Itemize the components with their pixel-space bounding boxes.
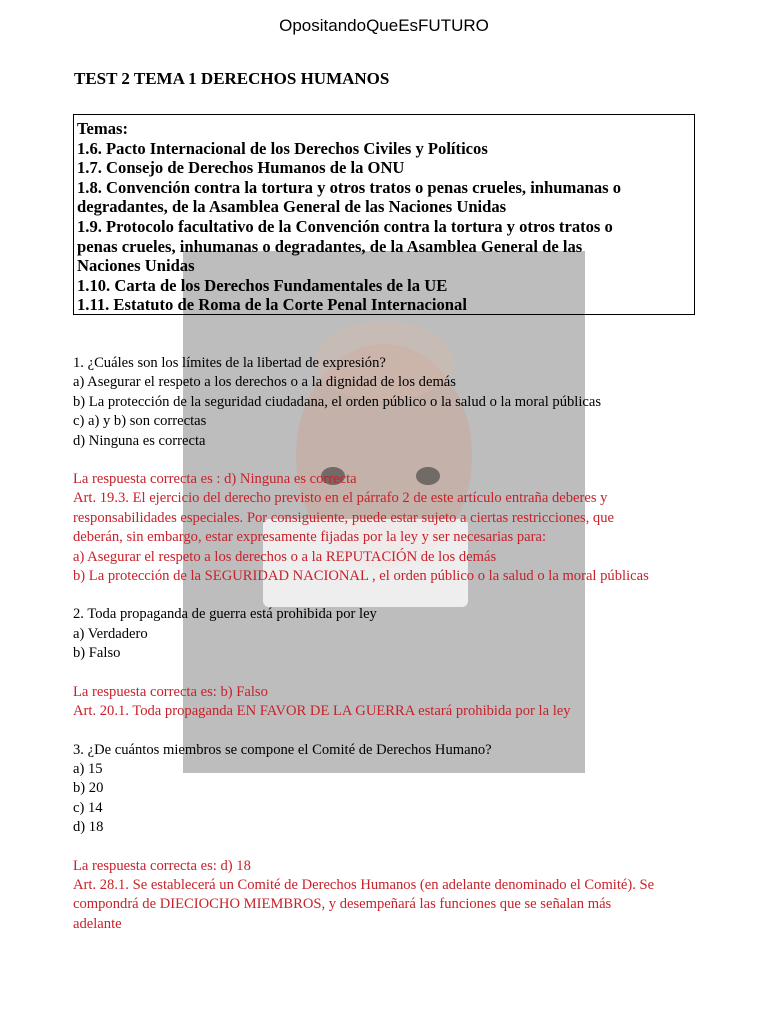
answer-option: b) 20 xyxy=(73,780,104,797)
answer-option: d) 18 xyxy=(73,819,104,836)
answer-line: La respuesta correcta es: d) 18 xyxy=(73,857,251,874)
answer-line: responsabilidades especiales. Por consiguiente, puede estar sujeto a ciertas restricciones, que xyxy=(73,509,614,526)
topic-item: 1.10. Carta de los Derechos Fundamentales de la UE xyxy=(77,275,448,295)
topic-item: Naciones Unidas xyxy=(77,256,195,276)
answer-option: c) 14 xyxy=(73,799,103,816)
answer-line: b) La protección de la SEGURIDAD NACIONAL , el orden público o la salud o la moral públicas xyxy=(73,568,649,585)
answer-line: adelante xyxy=(73,915,122,932)
answer-line: Art. 19.3. El ejercicio del derecho previsto en el párrafo 2 de este artículo entraña deberes y xyxy=(73,490,608,507)
correct-answer-explanation xyxy=(73,683,697,722)
topic-item: 1.6. Pacto Internacional de los Derechos Civiles y Políticos xyxy=(77,138,488,158)
answer-option: a) Verdadero xyxy=(73,625,148,642)
answer-line: a) Asegurar el respeto a los derechos o a la REPUTACIÓN de los demás xyxy=(73,548,497,565)
answer-line: compondrá de DIECIOCHO MIEMBROS, y desempeñará las funciones que se señalan más xyxy=(73,896,612,913)
question-text: 2. Toda propaganda de guerra está prohibida por ley xyxy=(73,606,377,623)
questions-list xyxy=(73,354,697,953)
question-block xyxy=(73,741,697,935)
answer-option: d) Ninguna es correcta xyxy=(73,432,206,449)
topic-item: 1.7. Consejo de Derechos Humanos de la ONU xyxy=(77,158,405,178)
answer-option: b) Falso xyxy=(73,645,121,662)
answer-option: a) 15 xyxy=(73,760,103,777)
correct-answer-explanation xyxy=(73,470,697,586)
topics-box xyxy=(73,114,695,315)
answer-line: Art. 28.1. Se establecerá un Comité de Derechos Humanos (en adelante denominado el Comité). Se xyxy=(73,876,655,893)
answer-line: deberán, sin embargo, estar expresamente fijadas por la ley y ser necesarias para: xyxy=(73,529,547,546)
site-header: OpositandoQueEsFUTURO xyxy=(279,16,489,35)
answer-line: La respuesta correcta es : d) Ninguna es correcta xyxy=(73,471,357,488)
answer-option: c) a) y b) son correctas xyxy=(73,413,207,430)
topics-label: Temas: xyxy=(77,119,129,138)
question-text: 3. ¿De cuántos miembros se compone el Comité de Derechos Humano? xyxy=(73,741,492,758)
correct-answer-explanation xyxy=(73,857,697,935)
answer-line: La respuesta correcta es: b) Falso xyxy=(73,683,268,700)
page-title: TEST 2 TEMA 1 DERECHOS HUMANOS xyxy=(74,69,390,88)
topic-item: 1.9. Protocolo facultativo de la Convención contra la tortura y otros tratos o xyxy=(77,216,613,236)
answer-option: a) Asegurar el respeto a los derechos o a la dignidad de los demás xyxy=(73,374,456,391)
topic-item: degradantes, de la Asamblea General de las Naciones Unidas xyxy=(77,197,507,217)
answer-option: b) La protección de la seguridad ciudadana, el orden público o la salud o la moral públicas xyxy=(73,393,602,410)
topic-item: 1.8. Convención contra la tortura y otros tratos o penas crueles, inhumanas o xyxy=(77,177,622,197)
answer-line: Art. 20.1. Toda propaganda EN FAVOR DE LA GUERRA estará prohibida por la ley xyxy=(73,703,571,720)
topic-item: 1.11. Estatuto de Roma de la Corte Penal Internacional xyxy=(77,295,467,315)
question-block xyxy=(73,354,697,586)
question-block xyxy=(73,605,697,721)
topic-item: penas crueles, inhumanas o degradantes, de la Asamblea General de las xyxy=(77,236,583,256)
question-text: 1. ¿Cuáles son los límites de la libertad de expresión? xyxy=(73,355,386,371)
